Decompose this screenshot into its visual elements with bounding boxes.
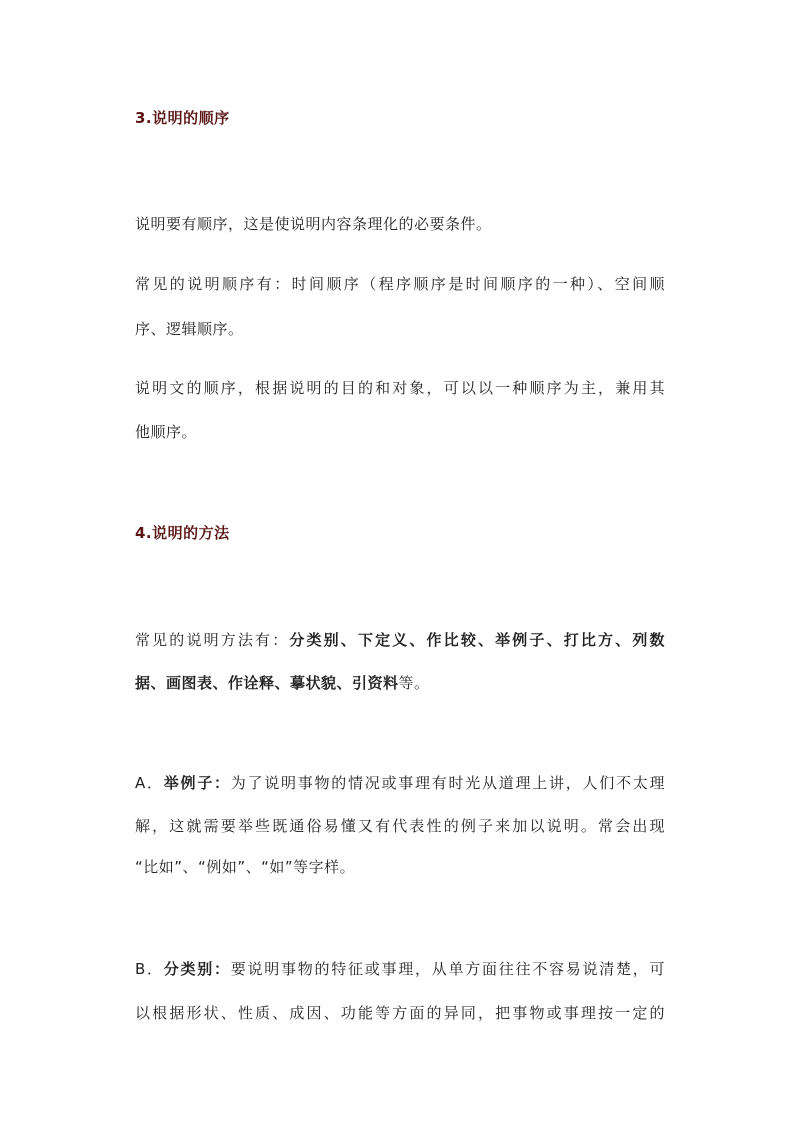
item-b-line-2: 以根据形状、性质、成因、功能等方面的异同，把事物或事理按一定的	[135, 1004, 665, 1022]
section-3-heading: 3.说明的顺序	[135, 109, 230, 127]
paragraph-order-choice-line-1: 说明文的顺序，根据说明的目的和对象，可以以一种顺序为主，兼用其	[135, 379, 665, 397]
paragraph-common-orders-line-1: 常见的说明顺序有：时间顺序（程序顺序是时间顺序的一种）、空间顺	[135, 275, 665, 293]
item-a-line-3: “比如”、“例如”、“如”等字样。	[135, 858, 356, 876]
methods-list-part-2: 据、画图表、作诠释、摹状貌、引资料	[135, 674, 399, 692]
paragraph-common-orders-line-2: 序、逻辑顺序。	[135, 320, 244, 338]
paragraph-order-requirement: 说明要有顺序，这是使说明内容条理化的必要条件。	[135, 215, 492, 233]
item-a-line-2: 解，这就需要举些既通俗易懂又有代表性的例子来加以说明。常会出现	[135, 817, 665, 835]
item-b-label: B．	[135, 960, 164, 978]
item-a-label: A．	[135, 774, 164, 792]
item-a-text-1: 为了说明事物的情况或事理有时光从道理上讲，人们不太理	[230, 774, 665, 792]
item-b-text-1: 要说明事物的特征或事理，从单方面往往不容易说清楚，可	[230, 960, 665, 978]
item-b-line-1	[135, 959, 665, 979]
methods-intro: 常见的说明方法有：	[135, 631, 290, 649]
section-4-heading: 4.说明的方法	[135, 524, 230, 542]
item-a-line-1	[135, 773, 665, 793]
paragraph-methods-line-1	[135, 630, 665, 650]
methods-list-part-1: 分类别、下定义、作比较、举例子、打比方、列数	[289, 631, 665, 649]
item-b-term: 分类别：	[163, 960, 231, 978]
paragraph-methods-line-2	[135, 673, 665, 693]
paragraph-order-choice-line-2: 他顺序。	[135, 423, 198, 441]
methods-list-tail: 等。	[398, 674, 430, 692]
item-a-term: 举例子：	[163, 774, 231, 792]
